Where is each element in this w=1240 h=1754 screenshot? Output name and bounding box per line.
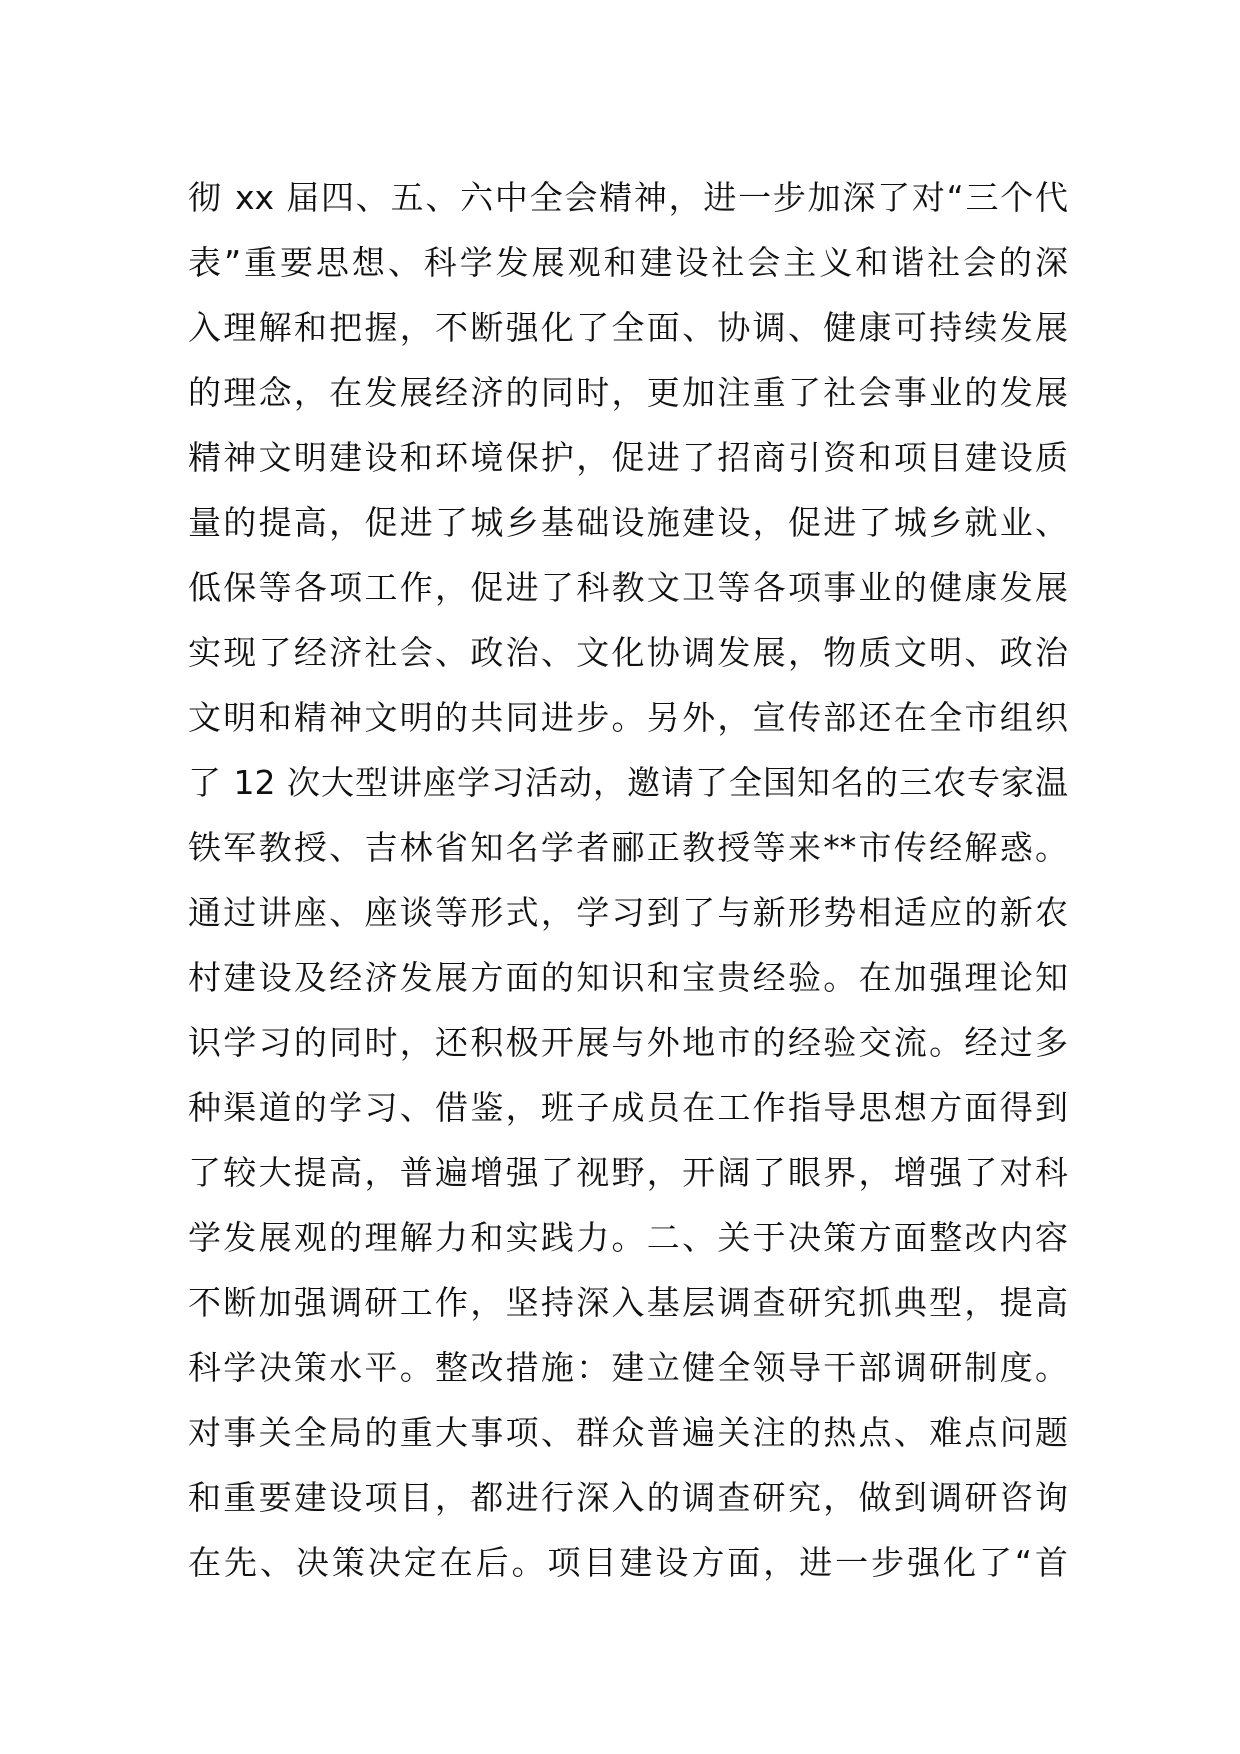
- text-line: 在先、决策决定在后。项目建设方面，进一步强化了“首: [188, 1543, 1068, 1582]
- text-line: 低保等各项工作，促进了科教文卫等各项事业的健康发展: [188, 568, 1068, 607]
- text-line: 文明和精神文明的共同进步。另外，宣传部还在全市组织: [188, 698, 1068, 737]
- text-line: 彻 xx 届四、五、六中全会精神，进一步加深了对“三个代: [188, 178, 1068, 217]
- text-line: 的理念，在发展经济的同时，更加注重了社会事业的发展: [188, 373, 1068, 412]
- text-line: 量的提高，促进了城乡基础设施建设，促进了城乡就业、: [188, 503, 1068, 542]
- text-line: 了较大提高，普遍增强了视野，开阔了眼界，增强了对科: [188, 1153, 1068, 1192]
- text-line: 不断加强调研工作，坚持深入基层调查研究抓典型，提高: [188, 1283, 1068, 1322]
- text-line: 精神文明建设和环境保护，促进了招商引资和项目建设质: [188, 438, 1068, 477]
- text-line: 和重要建设项目，都进行深入的调查研究，做到调研咨询: [188, 1478, 1068, 1517]
- text-line: 了 12 次大型讲座学习活动，邀请了全国知名的三农专家温: [188, 763, 1068, 802]
- text-line: 实现了经济社会、政治、文化协调发展，物质文明、政治: [188, 633, 1068, 672]
- text-line: 学发展观的理解力和实践力。二、关于决策方面整改内容: [188, 1218, 1068, 1257]
- text-line: 对事关全局的重大事项、群众普遍关注的热点、难点问题: [188, 1413, 1068, 1452]
- text-line: 入理解和把握，不断强化了全面、协调、健康可持续发展: [188, 308, 1068, 347]
- text-line: 铁军教授、吉林省知名学者郦正教授等来**市传经解惑。: [188, 828, 1068, 867]
- text-line: 村建设及经济发展方面的知识和宝贵经验。在加强理论知: [188, 958, 1068, 997]
- text-line: 表”重要思想、科学发展观和建设社会主义和谐社会的深: [188, 243, 1068, 282]
- text-line: 科学决策水平。整改措施：建立健全领导干部调研制度。: [188, 1348, 1068, 1387]
- text-line: 种渠道的学习、借鉴，班子成员在工作指导思想方面得到: [188, 1088, 1068, 1127]
- body-text: [188, 165, 1068, 1595]
- text-line: 通过讲座、座谈等形式，学习到了与新形势相适应的新农: [188, 893, 1068, 932]
- text-line: 识学习的同时，还积极开展与外地市的经验交流。经过多: [188, 1023, 1068, 1062]
